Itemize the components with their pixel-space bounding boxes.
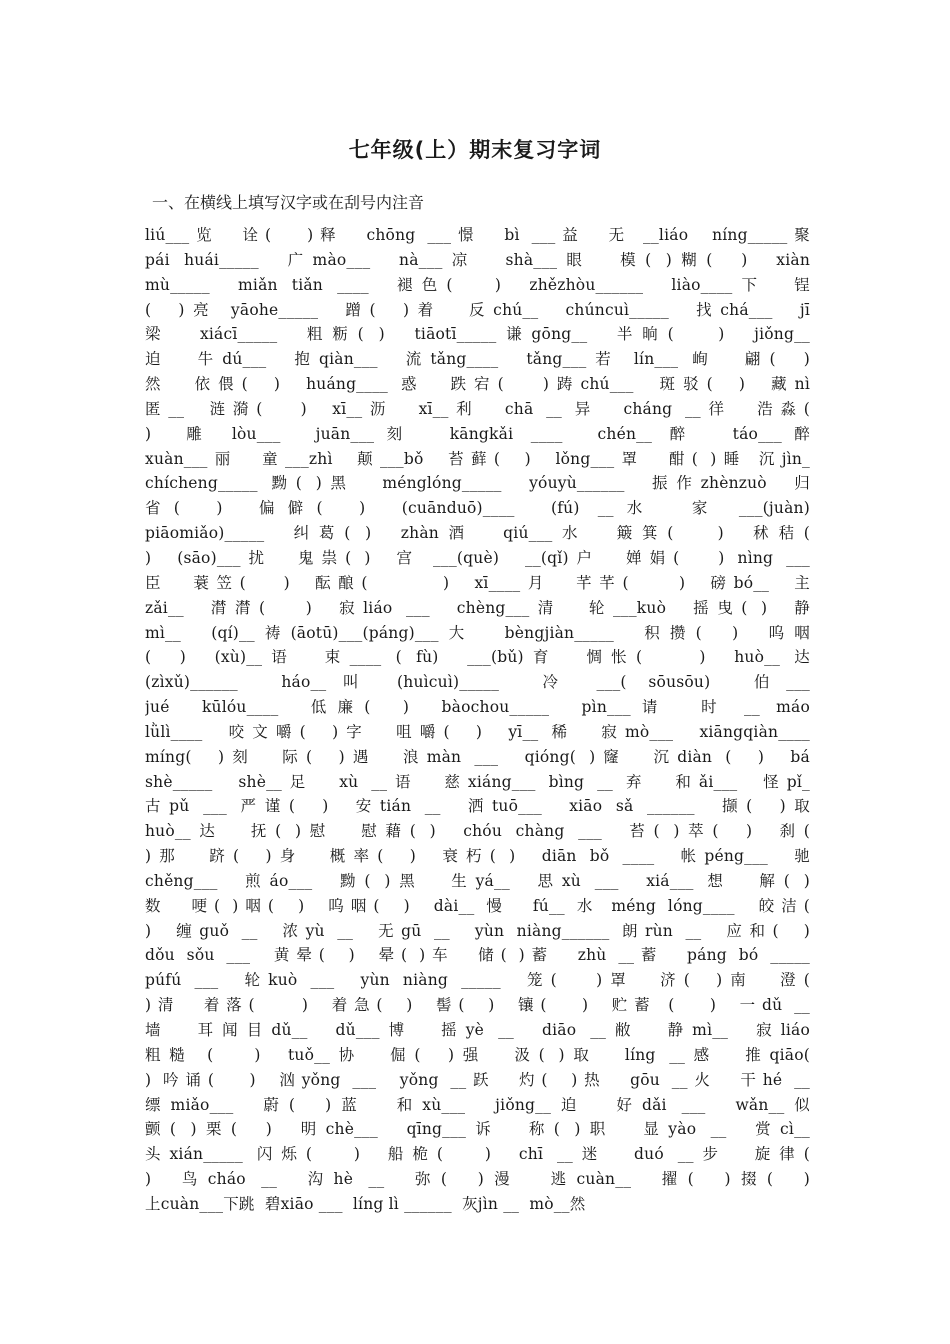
exercise-line: )清 着落( ) 着急( ) 髻( ) 镶( ) 贮蓄 ( ) 一dǔ __	[145, 996, 810, 1015]
exercise-line: ( ) (xù)__语 束____ ( fù) ___(bǔ)育 惆怅( ) huò__ 达	[145, 648, 810, 667]
exercise-line: 上cuàn___下跳 碧xiāo ___ líng lì ______ 灰jìn __ mò__然	[145, 1194, 586, 1213]
section-heading: 一、在横线上填写汉字或在刮号内注音	[152, 193, 425, 212]
exercise-line: liú___览 诠( )释 chōng ___憬 bì ___益 无 __liáo níng_____聚	[145, 226, 810, 244]
exercise-line: ) (sāo)___扰 鬼祟( ) 宫 ___(què) __(qǐ)户 婵娟( ) nìng ___	[145, 548, 810, 567]
exercise-line: 臣 蓑笠( ) 酝酿( ) xī____月 芊芊( ) 磅bó__ 主	[145, 573, 810, 592]
exercise-line: ) 缠guǒ __ 浓yù __ 无gū __ yùn niàng______ 朗rùn __ 应和( )	[145, 921, 810, 940]
exercise-line: chěng___ 煎áo___ 黝( )黑 生yá__ 思xù ___ xiá___ 想 解( )	[145, 871, 810, 890]
exercise-line: míng( )刻 际( )遇 浪màn ___ qióng( )窿 沉diàn ( ) bá	[145, 747, 810, 766]
exercise-line: 墙 耳闻目dǔ__ dǔ___博 摇yè __ diāo __敝 静mì__ 寂liáo	[145, 1021, 810, 1039]
exercise-line: 迫 牛dú___ 抱qiàn___ 流tǎng____ tǎng___若 lín___ 峋 翩( )	[145, 350, 810, 369]
exercise-line: ) 吟诵( ) 汹yǒng ___ yǒng __跃 灼( )热 gōu __火 干hé __	[145, 1070, 810, 1089]
exercise-line: 省( ) 偏僻( ) (cuānduō)____ (fú) __水 家 ___(juàn)	[145, 499, 810, 518]
exercise-line: )那 跻( )身 概率( ) 衰朽( ) diān bǒ ____ 帐péng___ 驰	[145, 847, 810, 866]
exercise-line: 匿__ 涟漪( ) xī__沥 xī__利 chā __ 异 cháng __徉 浩淼(	[145, 399, 810, 418]
exercise-line: púfú ___ 轮kuò ___ yùn niàng _____ 笼( )罩 济( )南 澄(	[145, 971, 810, 990]
page-title: 七年级(上）期末复习字词	[348, 138, 602, 162]
exercise-line: 古pǔ ___ 严谨( ) 安tián __ 洒tuō___ xiāo sǎ ______ 撷( )取	[145, 797, 810, 816]
exercise-line: mì__ (qí)__祷(āotū)___(páng)___大 bèngjiàn_____ 积攒( ) 呜咽	[145, 623, 810, 642]
exercise-line: xuàn___丽 童___zhì 颠___bǒ 苔藓( ) lǒng___罩 酣( )睡 沉jìn_	[145, 449, 810, 468]
exercise-line: ) 雕 lòu___ juān___刻 kāngkǎi ____ chén__ 醉 táo___醉	[145, 424, 810, 443]
exercise-line: ) 鸟cháo __ 沟hè __ 弥( )漫 逃cuàn__ 擢( )掇( )	[145, 1170, 810, 1189]
exercise-line: mù_____ miǎn tiǎn ____ 褪色( ) zhězhòu______ liào____下 锃	[145, 275, 810, 294]
exercise-line: 然 依偎( ) huáng____ 惑 跌宕( )踌chú___ 斑驳( ) 藏nì	[145, 375, 810, 394]
exercise-line: 数 哽( )咽( ) 呜咽( ) dài__ 慢 fú__ 水 méng lóng____ 皎洁(	[145, 896, 810, 915]
exercise-line: 头xián_____ 闪烁( ) 船桅( ) chī __迷 duó __步 旋律(	[145, 1145, 810, 1164]
exercise-line: shè_____ shè__足 xù __语 慈xiáng___ bìng __ 弃 和ǎi___ 怪pǐ_	[145, 772, 810, 791]
exercise-line: ( )亮 yāohe_____ 蹭( )着 反chú__ chúncuì_____ 找chá___ jī	[145, 300, 810, 319]
exercise-line: dǒu sǒu ___ 黄晕( ) 晕( )车 储( )蓄 zhù __蓄 páng bó _____	[145, 946, 810, 965]
exercise-line: pái huái_____ 广mào___ nà___凉 shà___眼 模( )糊( ) xiàn	[145, 250, 810, 269]
exercise-line: 缥miǎo___ 蔚( )蓝 和xù___ jiǒng__迫 好dǎi ___ wǎn__似	[145, 1095, 810, 1114]
exercise-line: lǜlì____ 咬文嚼( )字 咀嚼( ) yī__ 稀 寂mò___ xiāngqiàn____	[145, 722, 810, 741]
exercise-body	[145, 223, 810, 1217]
exercise-line: huò__达 抚( )慰 慰藉( ) chóu chàng ___ 苔( )萃( ) 刹(	[145, 822, 810, 841]
exercise-line: 粗糙 ( ) tuǒ__协 倔( )强 汲( )取 líng __感 推qiāo(	[145, 1045, 810, 1064]
exercise-line: zǎi__ 潸潸( ) 寂liáo ___ chèng___清 轮___kuò 摇曳( ) 静	[145, 598, 810, 617]
exercise-line: 梁 xiácī_____ 粗粝( ) tiāotī_____谦gōng__ 半晌( ) jiǒng__	[145, 325, 810, 344]
exercise-line: piāomiǎo)_____ 纠葛( ) zhàn酒 qiú___水 簸箕( ) 秫秸(	[145, 524, 810, 543]
exercise-line: jué kūlóu____ 低廉( ) bàochou_____ pìn___请 时 __ máo	[145, 698, 810, 717]
exercise-line: 颤( )栗( ) 明chè___ qīng___诉 称( )职 显yào __ 赏cì__	[145, 1120, 810, 1139]
exercise-line: (zìxǔ)______ háo__叫 (huìcuì)_____ 冷 ___( sōusōu) 伯___	[145, 673, 810, 692]
exercise-line: chícheng_____ 黝( )黑 ménglóng_____ yóuyù______ 振作zhènzuò 归	[145, 474, 810, 493]
